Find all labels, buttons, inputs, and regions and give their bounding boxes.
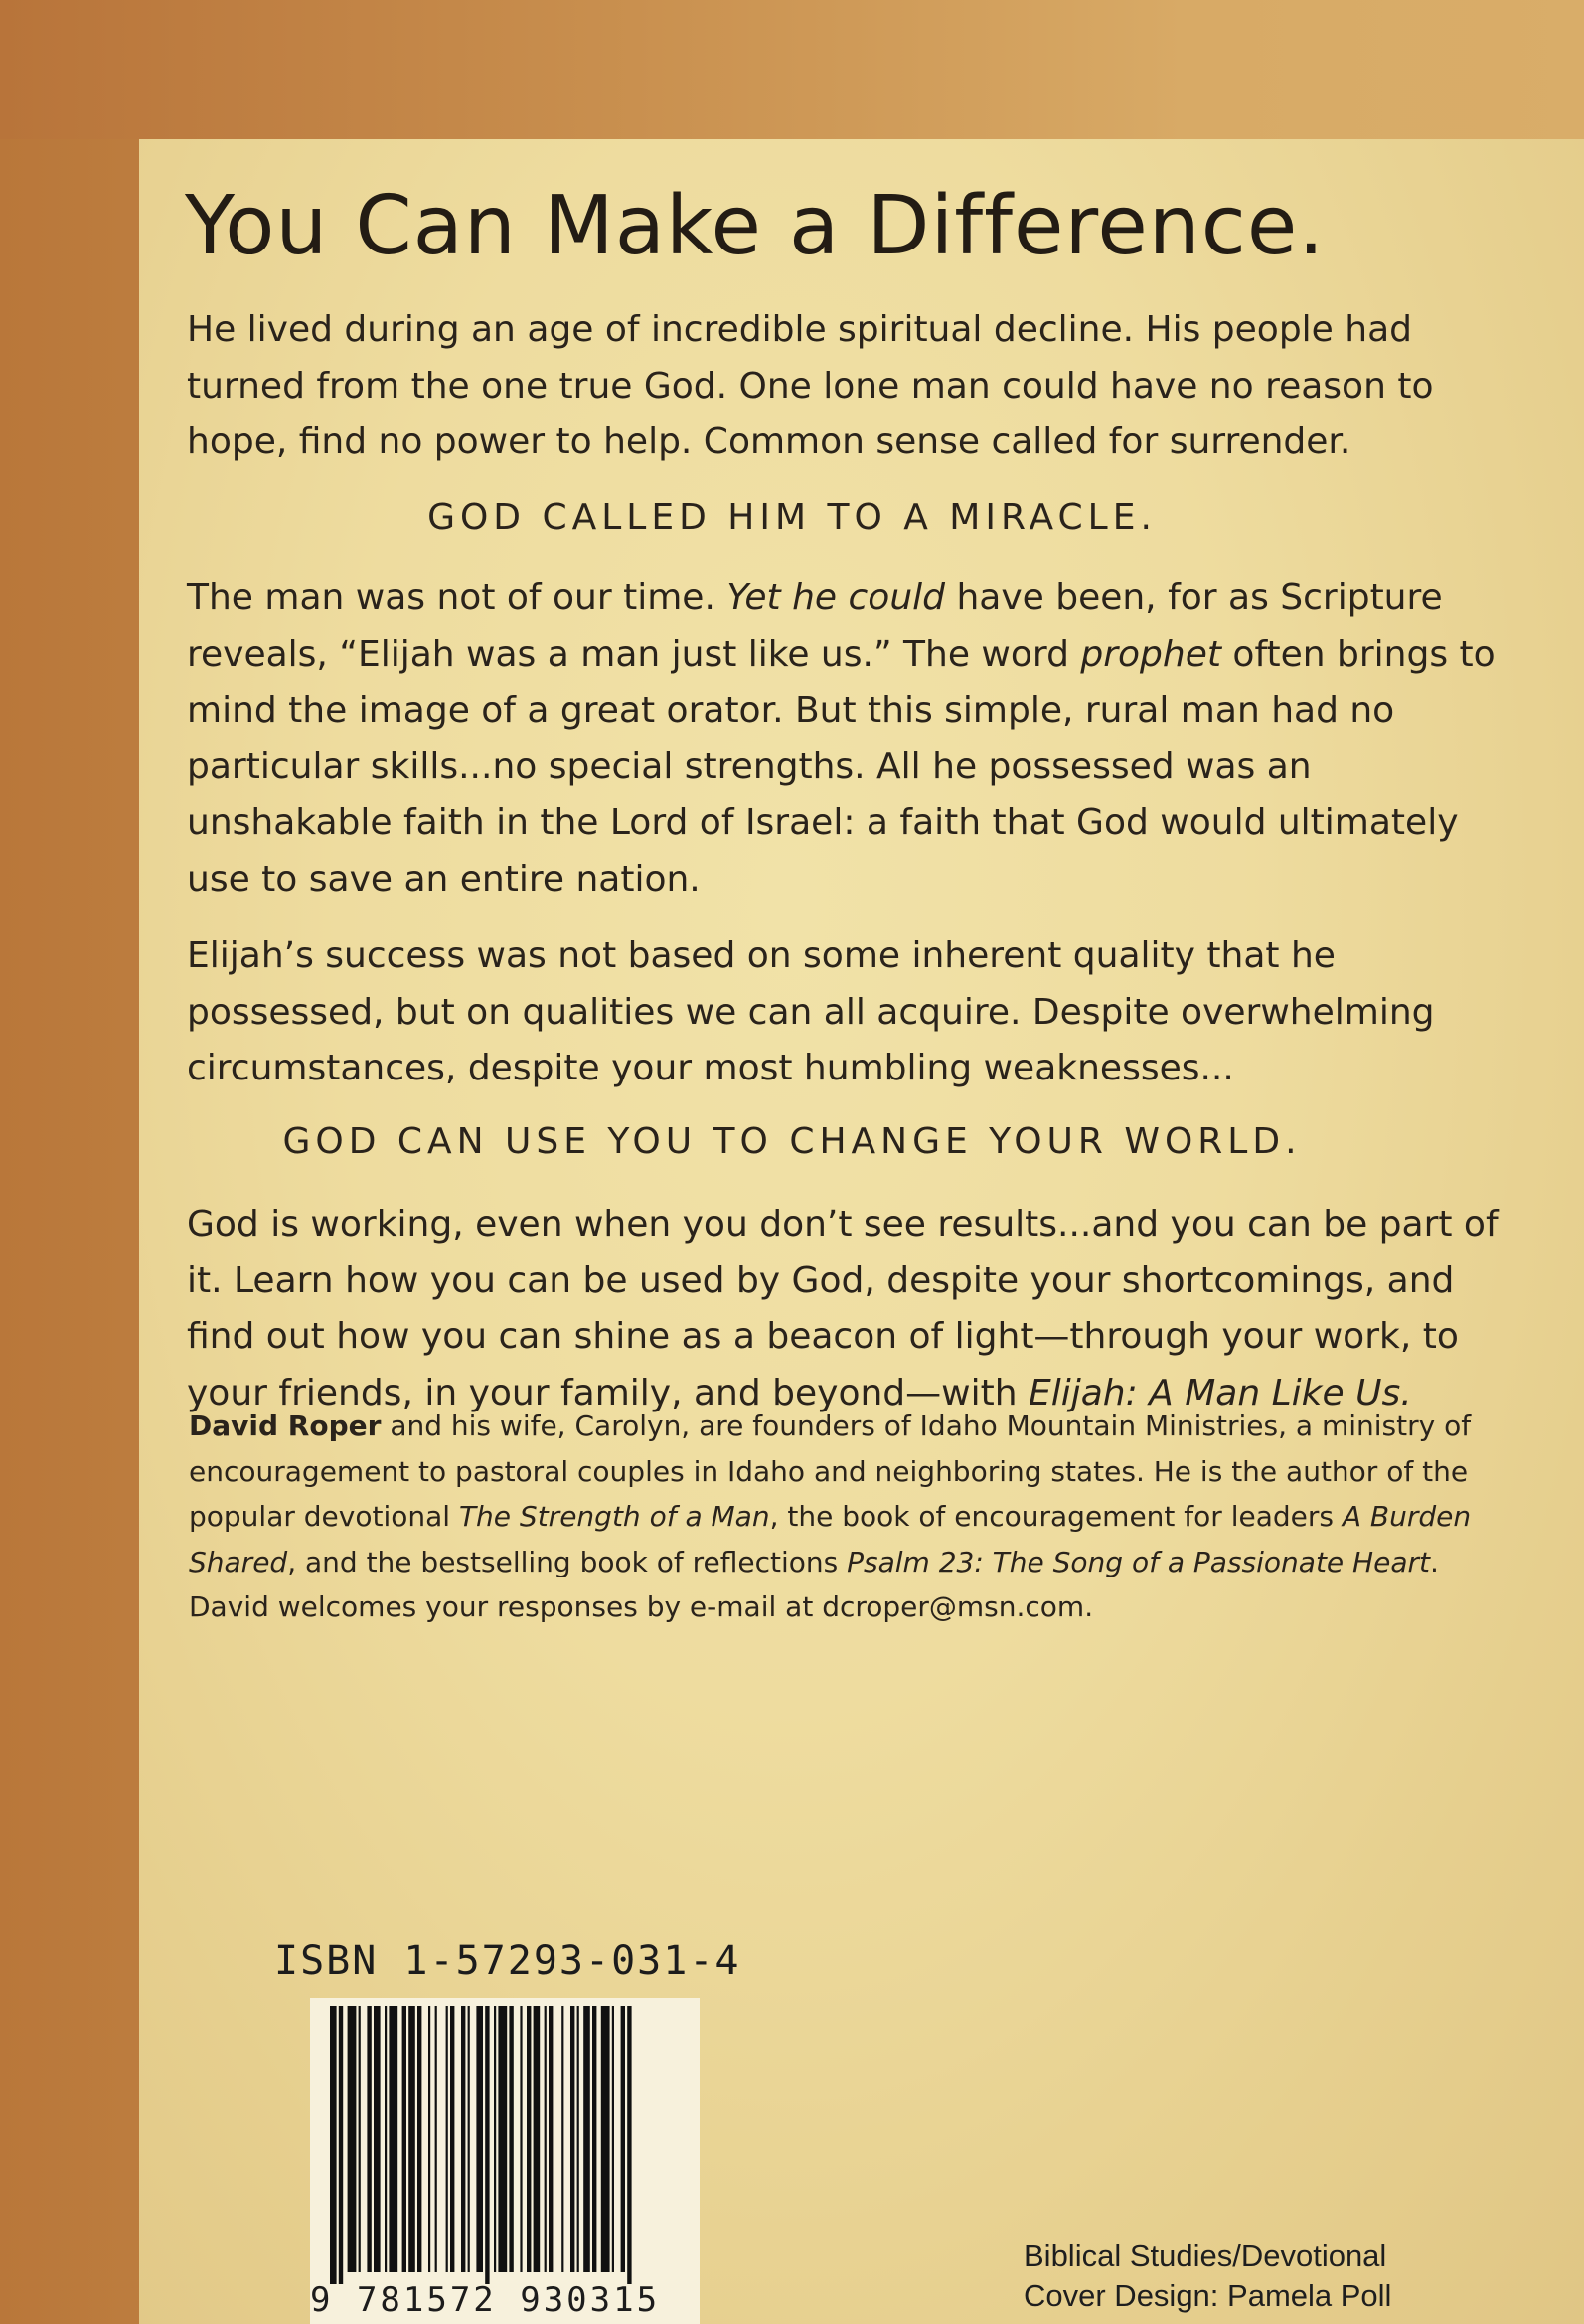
- barcode-bar: [534, 2006, 541, 2272]
- barcode-bar: [408, 2006, 415, 2272]
- author-bio-part: and his wife, Carolyn, are founders of Idaho Mountain Ministries, a ministry of encouragement to pastoral couples in Idaho and neighboring states. He is the author of the popular devotional: [189, 1410, 1472, 1533]
- author-bio-part: , and the bestselling book of reflections: [287, 1545, 848, 1578]
- barcode-bar: [385, 2006, 387, 2272]
- barcode-bar: [476, 2006, 483, 2272]
- success-paragraph: Elijah’s success was not based on some inherent quality that he possessed, but on qualities we can all acquire. Despite overwhelming circumstances, despite your most humbling weaknesses...: [187, 935, 1435, 1088]
- book-title: Psalm 23: The Song of a Passionate Heart: [847, 1545, 1430, 1578]
- barcode-bar: [621, 2006, 625, 2272]
- barcode-bar: [374, 2006, 381, 2272]
- barcode-bar: [435, 2006, 437, 2272]
- elijah-paragraph-part: Yet he: [726, 578, 849, 618]
- barcode-bar: [428, 2006, 430, 2272]
- elijah-paragraph-part: The man was not of our time.: [187, 578, 727, 618]
- barcode-bar: [417, 2006, 421, 2272]
- barcode-bar: [527, 2006, 531, 2272]
- barcode-bar: [627, 2006, 631, 2284]
- barcode: [310, 1998, 700, 2324]
- barcode-bar: [359, 2006, 361, 2272]
- author-name: David Roper: [189, 1410, 382, 1442]
- back-cover-title: You Can Make a Difference.: [185, 179, 1326, 273]
- heading-change-world: GOD CAN USE YOU TO CHANGE YOUR WORLD.: [282, 1121, 1302, 1162]
- book-title-elijah: Elijah: A Man Like Us.: [1028, 1372, 1412, 1413]
- author-bio: [189, 1404, 1510, 1630]
- barcode-bar: [592, 2006, 596, 2272]
- heading-miracle: GOD CALLED HIM TO A MIRACLE.: [427, 497, 1157, 538]
- cover-design-credit: Cover Design: Pamela Poll: [1024, 2278, 1392, 2313]
- barcode-bar: [339, 2006, 343, 2284]
- barcode-bar: [561, 2006, 563, 2272]
- barcode-bars: [330, 2006, 680, 2284]
- barcode-bar: [570, 2006, 574, 2272]
- author-bio-part: . David welcomes your responses by e-mail at dcroper@msn.com.: [189, 1545, 1439, 1623]
- working-paragraph-part: God is working, even when you don’t see results...and you can be part of it. Learn how you can be used by God, despite your shortcomings, and find out how you can shine as a beacon of light—through your work, to your friends, in your family, and beyond—with: [187, 1204, 1499, 1413]
- top-band: [0, 0, 1584, 139]
- author-bio-part: , the book of encouragement for leaders: [769, 1500, 1343, 1533]
- barcode-bar: [485, 2006, 489, 2284]
- barcode-bar: [330, 2006, 337, 2284]
- book-title: A Burden Shared: [189, 1500, 1472, 1578]
- category-text: Biblical Studies/Devotional: [1024, 2239, 1387, 2273]
- barcode-bar: [494, 2006, 496, 2272]
- elijah-paragraph-part: often brings to mind the image of a great orator. But this simple, rural man had no particular skills...no special strengths. All he possessed was an unshakable faith in the Lord of Israel: a faith that God would ultimately use to save an entire nation.: [187, 633, 1496, 900]
- barcode-bar: [601, 2006, 610, 2272]
- barcode-bar: [498, 2006, 507, 2272]
- barcode-digits: 9 781572 930315: [310, 2280, 661, 2320]
- working-paragraph: [187, 1197, 1508, 1421]
- barcode-bar: [520, 2006, 522, 2272]
- elijah-paragraph-part: have been, for as Scripture reveals, “Elijah was a man just like us.” The word: [187, 578, 1443, 675]
- isbn-label: ISBN 1-57293-031-4: [274, 1938, 741, 1984]
- barcode-bar: [450, 2006, 454, 2272]
- elijah-paragraph: [187, 571, 1508, 908]
- barcode-bar: [367, 2006, 371, 2272]
- barcode-bar: [583, 2006, 590, 2272]
- barcode-bar: [468, 2006, 470, 2272]
- barcode-bar: [402, 2006, 406, 2272]
- barcode-bar: [612, 2006, 614, 2272]
- barcode-bar: [461, 2006, 465, 2272]
- barcode-bar: [446, 2006, 448, 2272]
- barcode-bar: [389, 2006, 397, 2272]
- barcode-bar: [348, 2006, 357, 2272]
- book-title: The Strength of a Man: [458, 1500, 770, 1533]
- elijah-paragraph-emphasis: prophet: [1080, 633, 1221, 675]
- barcode-bar: [549, 2006, 553, 2272]
- category-label: [1024, 2237, 1391, 2316]
- barcode-bar: [577, 2006, 579, 2272]
- barcode-bar: [509, 2006, 513, 2272]
- barcode-bar: [545, 2006, 547, 2272]
- intro-paragraph: He lived during an age of incredible spiritual decline. His people had turned from the one true God. One lone man could have no reason to hope, find no power to help. Common sense called for surrender.: [187, 309, 1434, 462]
- elijah-paragraph-emphasis: could: [848, 578, 945, 618]
